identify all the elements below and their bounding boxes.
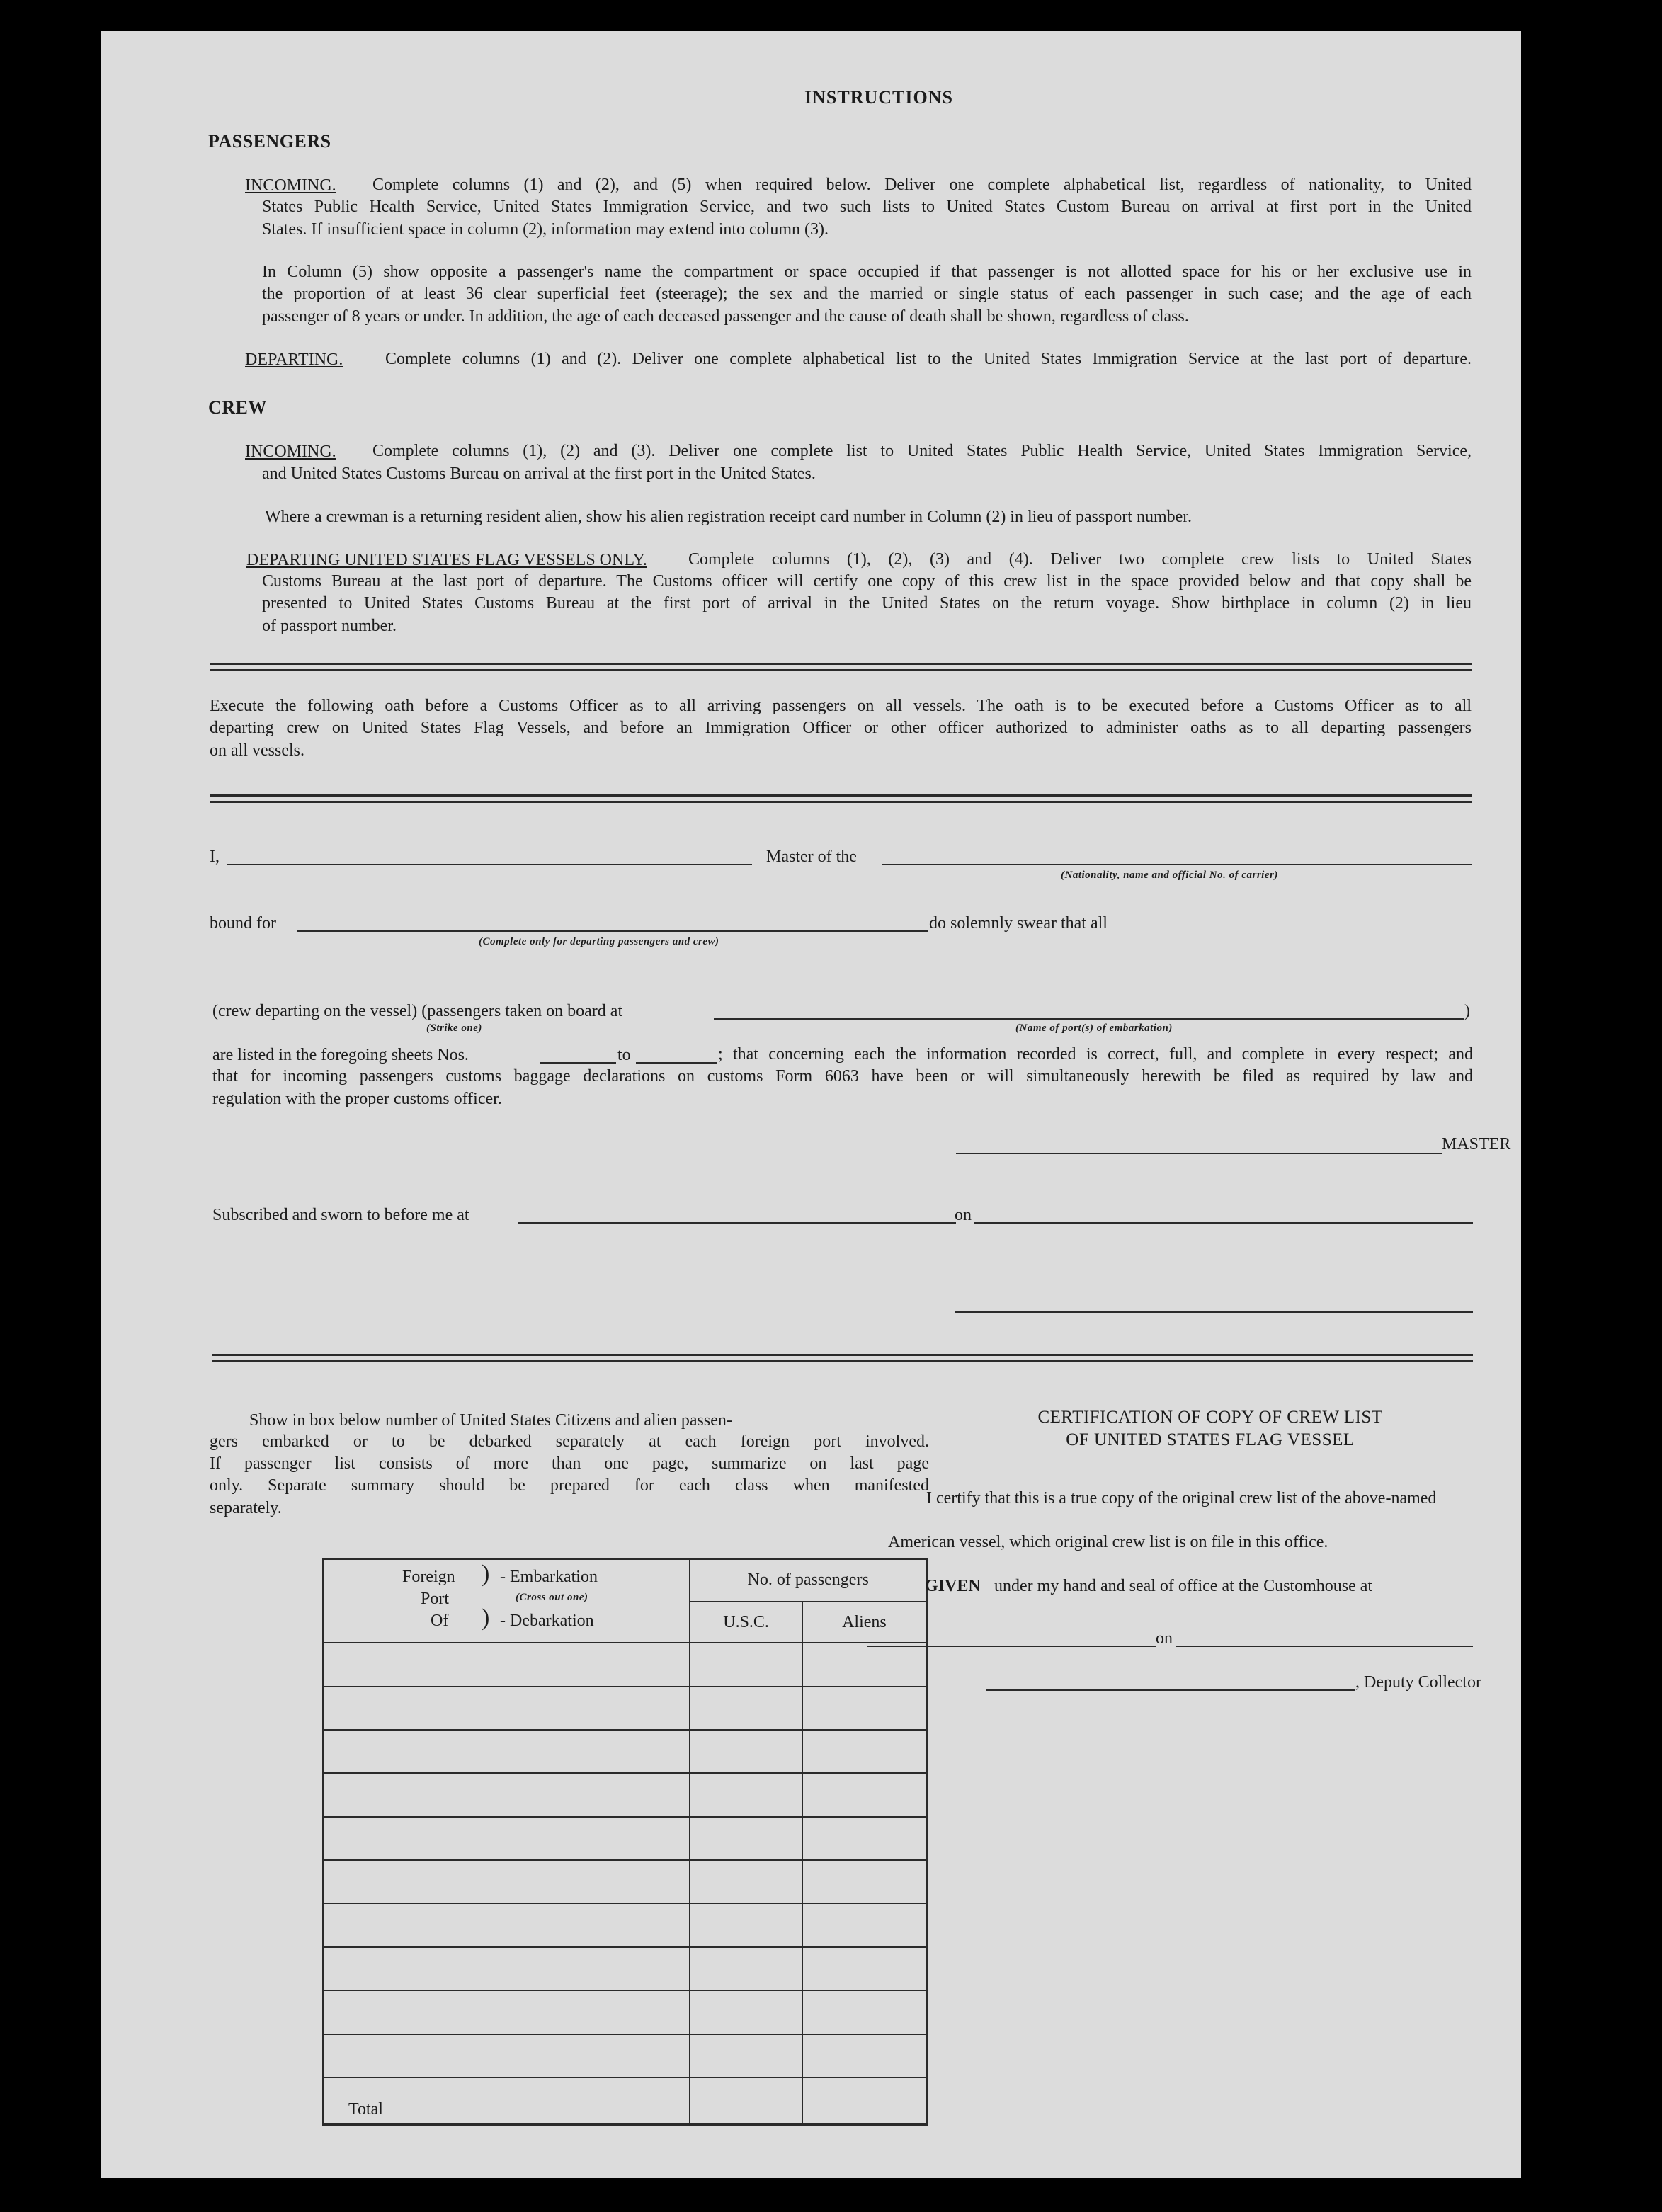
oath-instructions-line: departing crew on United States Flag Vessels, and before an Immigration Officer or other officer authorized to administer oaths as to all departing passengers bbox=[210, 719, 1472, 737]
usc-cell[interactable] bbox=[690, 1687, 802, 1730]
port-cell[interactable] bbox=[324, 1947, 690, 1990]
port-cell[interactable] bbox=[324, 1990, 690, 2034]
oath-text-line: regulation with the proper customs officer. bbox=[212, 1090, 502, 1108]
summary-instructions-line: gers embarked or to be debarked separately at each foreign port involved. bbox=[210, 1432, 929, 1451]
total-label-cell bbox=[324, 2077, 690, 2124]
summary-row bbox=[324, 1773, 927, 1816]
passengers-incoming-text-line: States. If insufficient space in column (2), information may extend into column (3). bbox=[262, 220, 829, 239]
deputy-collector-label: , Deputy Collector bbox=[1355, 1673, 1481, 1692]
crew-departing-oath-text: (crew departing on the vessel) (passengers taken on board at bbox=[212, 1002, 623, 1020]
master-label: MASTER bbox=[1442, 1135, 1511, 1153]
given-label: GIVEN bbox=[925, 1577, 981, 1595]
listed-to: to bbox=[617, 1046, 631, 1064]
certification-date-field[interactable] bbox=[1176, 1646, 1473, 1647]
master-signature-field[interactable] bbox=[956, 1153, 1442, 1154]
carrier-field[interactable] bbox=[882, 864, 1472, 865]
crew-incoming-text-line: and United States Customs Bureau on arrival at the first port in the United States. bbox=[262, 464, 816, 483]
port-cell[interactable] bbox=[324, 1730, 690, 1773]
summary-row bbox=[324, 1687, 927, 1730]
aliens-cell[interactable] bbox=[802, 1860, 927, 1903]
subscribed-on: on bbox=[955, 1206, 972, 1224]
summary-instructions-line: only. Separate summary should be prepared for each class when manifested bbox=[210, 1476, 929, 1495]
port-cell[interactable] bbox=[324, 1903, 690, 1946]
aliens-cell[interactable] bbox=[802, 1947, 927, 1990]
summary-instructions-line: separately. bbox=[210, 1499, 282, 1517]
summary-row bbox=[324, 1903, 927, 1946]
oath-text-line: that for incoming passengers customs baggage declarations on customs Form 6063 have been or will simultaneously herewith be filed as required by law and bbox=[212, 1067, 1473, 1085]
port-of-embarkation-field[interactable] bbox=[714, 1018, 1464, 1020]
certify-text-line: I certify that this is a true copy of the original crew list of the above-named bbox=[926, 1489, 1437, 1507]
port-cell[interactable] bbox=[324, 1643, 690, 1686]
certification-title: CERTIFICATION OF COPY OF CREW LIST bbox=[1037, 1408, 1383, 1427]
crew-departing-text-line: of passport number. bbox=[262, 617, 397, 635]
aliens-cell[interactable] bbox=[802, 1903, 927, 1946]
brace-top: ) bbox=[482, 1561, 490, 1587]
subscribed-date-field[interactable] bbox=[974, 1222, 1473, 1224]
subscribed-text: Subscribed and sworn to before me at bbox=[212, 1206, 469, 1224]
crew-incoming-label: INCOMING. bbox=[245, 443, 336, 461]
summary-instructions-line: Show in box below number of United States Citizens and alien passen- bbox=[249, 1411, 732, 1430]
embarkation-label: - Embarkation bbox=[500, 1568, 598, 1587]
oath-i-label: I, bbox=[210, 848, 220, 866]
column5-text-line: In Column (5) show opposite a passenger's name the compartment or space occupied if that passenger is not allotted space for his or her exclusive use in bbox=[262, 263, 1472, 281]
port-cell[interactable] bbox=[324, 1773, 690, 1816]
closing-paren: ) bbox=[1464, 1002, 1470, 1020]
crew-heading: CREW bbox=[208, 397, 267, 418]
cross-out-caption: (Cross out one) bbox=[516, 1592, 588, 1604]
port-header-cell bbox=[324, 1559, 690, 1643]
deputy-collector-signature-field[interactable] bbox=[986, 1689, 1355, 1691]
section-divider bbox=[210, 794, 1472, 803]
port-cell[interactable] bbox=[324, 1817, 690, 1860]
summary-row bbox=[324, 1643, 927, 1686]
bound-for-field[interactable] bbox=[297, 930, 928, 932]
oath-instructions-line: Execute the following oath before a Customs Officer as to all arriving passengers on all vessels. The oath is to be executed before a Customs Officer as to all bbox=[210, 697, 1472, 715]
aliens-cell[interactable] bbox=[802, 1687, 927, 1730]
aliens-cell[interactable] bbox=[802, 1990, 927, 2034]
brace-bottom: ) bbox=[482, 1604, 490, 1631]
resident-alien-text: Where a crewman is a returning resident alien, show his alien registration receipt card number in Column (2) in lieu of passport number. bbox=[265, 508, 1192, 526]
passengers-incoming-text-line: States Public Health Service, United States Immigration Service, and two such lists to United States Custom Bureau on arrival at first port in the United bbox=[262, 198, 1472, 216]
passenger-summary-table bbox=[322, 1558, 928, 2126]
summary-row bbox=[324, 1817, 927, 1860]
section-divider bbox=[212, 1354, 1473, 1362]
passengers-incoming-label: INCOMING. bbox=[245, 176, 336, 195]
crew-departing-text-line: Complete columns (1), (2), (3) and (4). Deliver two complete crew lists to United States bbox=[688, 550, 1472, 569]
section-divider bbox=[210, 663, 1472, 671]
master-name-field[interactable] bbox=[227, 864, 752, 865]
no-of-passengers-header: No. of passengers bbox=[690, 1559, 926, 1602]
aliens-cell[interactable] bbox=[802, 1730, 927, 1773]
port-cell[interactable] bbox=[324, 1860, 690, 1903]
aliens-cell[interactable] bbox=[802, 2034, 927, 2077]
embarkation-caption: (Name of port(s) of embarkation) bbox=[1015, 1022, 1173, 1034]
certification-on: on bbox=[1156, 1629, 1173, 1648]
usc-header: U.S.C. bbox=[690, 1602, 802, 1643]
swear-text: do solemnly swear that all bbox=[929, 914, 1108, 933]
sheet-from-field[interactable] bbox=[540, 1062, 616, 1064]
listed-text-b: ; that concerning each the information recorded is correct, full, and complete in every respect; and bbox=[718, 1045, 1473, 1064]
usc-cell[interactable] bbox=[690, 1817, 802, 1860]
crew-departing-label: DEPARTING UNITED STATES FLAG VESSELS ONLY. bbox=[246, 551, 647, 569]
passengers-departing-label: DEPARTING. bbox=[245, 350, 343, 369]
carrier-caption: (Nationality, name and official No. of carrier) bbox=[1061, 870, 1278, 881]
instructions-title: INSTRUCTIONS bbox=[804, 87, 953, 108]
usc-cell[interactable] bbox=[690, 2034, 802, 2077]
of-label: Of bbox=[431, 1612, 449, 1631]
aliens-cell[interactable] bbox=[802, 1773, 927, 1816]
listed-text-a: are listed in the foregoing sheets Nos. bbox=[212, 1046, 469, 1064]
crew-departing-text-line: presented to United States Customs Bureau at the first port of arrival in the United States on the return voyage. Show birthplace in column (2) in lieu bbox=[262, 594, 1472, 612]
column5-text-line: passenger of 8 years or under. In addition, the age of each deceased passenger and the cause of death shall be shown, regardless of class. bbox=[262, 307, 1189, 326]
total-aliens-cell[interactable] bbox=[802, 2077, 927, 2124]
document-page bbox=[101, 31, 1521, 2178]
summary-row bbox=[324, 1990, 927, 2034]
master-of-the-label: Master of the bbox=[766, 848, 857, 866]
passengers-incoming-text-line: Complete columns (1) and (2), and (5) when required below. Deliver one complete alphabetical list, regardless of nationality, to United bbox=[372, 176, 1472, 194]
summary-row bbox=[324, 1947, 927, 1990]
given-text: under my hand and seal of office at the Customhouse at bbox=[994, 1577, 1373, 1595]
total-label: Total bbox=[348, 2099, 383, 2119]
aliens-header: Aliens bbox=[802, 1602, 927, 1643]
total-usc-cell[interactable] bbox=[690, 2077, 802, 2124]
bound-for-caption: (Complete only for departing passengers and crew) bbox=[479, 936, 719, 947]
column5-text-line: the proportion of at least 36 clear superficial feet (steerage); the sex and the married or single status of each passenger in such case; and the age of each bbox=[262, 285, 1472, 303]
usc-cell[interactable] bbox=[690, 1990, 802, 2034]
officer-signature-field[interactable] bbox=[955, 1311, 1473, 1313]
summary-instructions-line: If passenger list consists of more than one page, summarize on last page bbox=[210, 1454, 929, 1473]
aliens-cell[interactable] bbox=[802, 1643, 927, 1686]
usc-cell[interactable] bbox=[690, 1860, 802, 1903]
certify-text-line: American vessel, which original crew list is on file in this office. bbox=[888, 1533, 1328, 1551]
foreign-label: Foreign bbox=[402, 1568, 455, 1587]
summary-row bbox=[324, 2034, 927, 2077]
strike-one-caption: (Strike one) bbox=[426, 1022, 482, 1034]
debarkation-label: - Debarkation bbox=[500, 1612, 594, 1631]
oath-instructions-line: on all vessels. bbox=[210, 741, 304, 760]
subscribed-place-field[interactable] bbox=[518, 1222, 956, 1224]
port-label: Port bbox=[421, 1590, 450, 1609]
usc-cell[interactable] bbox=[690, 1773, 802, 1816]
usc-cell[interactable] bbox=[690, 1903, 802, 1946]
customhouse-location-field[interactable] bbox=[867, 1646, 1156, 1647]
bound-for-label: bound for bbox=[210, 914, 276, 933]
port-cell[interactable] bbox=[324, 1687, 690, 1730]
aliens-cell[interactable] bbox=[802, 1817, 927, 1860]
crew-incoming-text-line: Complete columns (1), (2) and (3). Deliver one complete list to United States Public Health Service, United States Immigration Service, bbox=[372, 442, 1472, 460]
crew-departing-text-line: Customs Bureau at the last port of departure. The Customs officer will certify one copy of this crew list in the space provided below and that copy shall be bbox=[262, 572, 1472, 591]
usc-cell[interactable] bbox=[690, 1643, 802, 1686]
sheet-to-field[interactable] bbox=[636, 1062, 717, 1064]
summary-row bbox=[324, 1730, 927, 1773]
usc-cell[interactable] bbox=[690, 1947, 802, 1990]
passengers-departing-text: Complete columns (1) and (2). Deliver one complete alphabetical list to the United States Immigration Service at the last port of departure. bbox=[385, 350, 1472, 368]
usc-cell[interactable] bbox=[690, 1730, 802, 1773]
certification-title: OF UNITED STATES FLAG VESSEL bbox=[1066, 1430, 1355, 1449]
summary-row bbox=[324, 1860, 927, 1903]
passengers-heading: PASSENGERS bbox=[208, 131, 331, 152]
port-cell[interactable] bbox=[324, 2034, 690, 2077]
